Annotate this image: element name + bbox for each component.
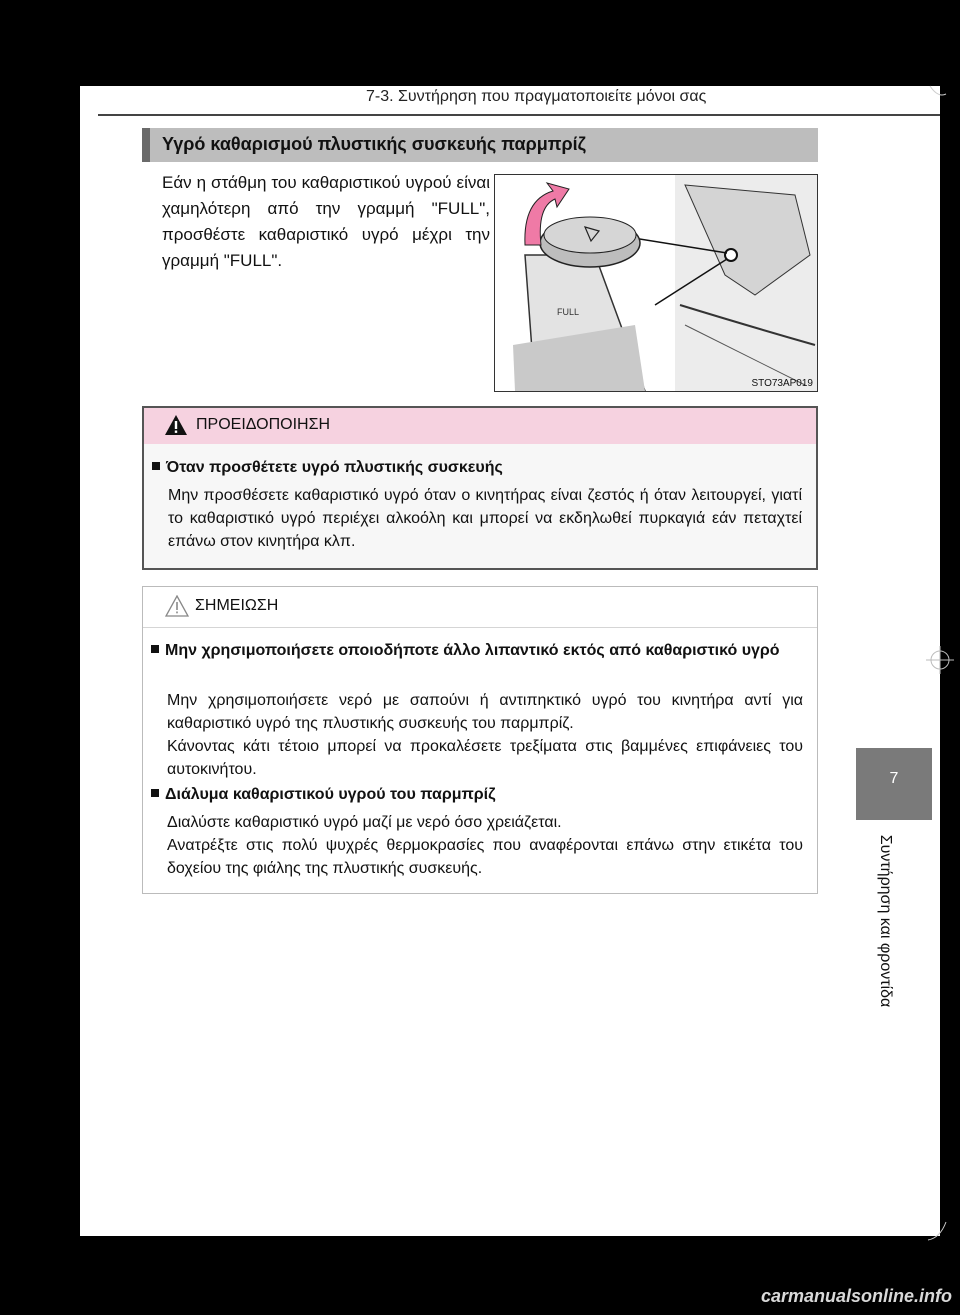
warning-item-text: Μην προσθέσετε καθαριστικό υγρό όταν ο κινητήρας είναι ζεστός ή όταν λειτουργεί, γιατί το καθαριστικό υγρό περιέχει αλκοόλη και μπορεί να εκδηλωθεί πυρκαγιά εάν πεταχτεί επάνω στον κινητήρα κλπ. [168, 487, 802, 550]
section-title-bar [142, 128, 818, 162]
warning-triangle-icon [164, 414, 188, 436]
warning-box [142, 406, 818, 570]
washer-fluid-illustration [494, 174, 818, 392]
chapter-side-label [872, 832, 892, 1018]
header-rule [98, 114, 940, 116]
note-divider [143, 627, 817, 628]
washer-tank-drawing [495, 175, 817, 391]
registration-mark-icon [928, 84, 948, 104]
chapter-tab [856, 748, 932, 820]
note-item1-title: Μην χρησιμοποιήσετε οποιοδήποτε άλλο λιπαντικό εκτός από καθαριστικό υγρό [151, 639, 811, 663]
note-box [142, 586, 818, 894]
note-item2-title: Διάλυμα καθαριστικού υγρού του παρμπρίζ [151, 783, 495, 807]
registration-mark-icon [926, 1218, 950, 1242]
warning-item-title: Όταν προσθέτετε υγρό πλυστικής συσκευής [152, 456, 503, 480]
warning-label: ΠΡΟΕΙΔΟΠΟΙΗΣΗ [196, 416, 331, 433]
chapter-label: Συντήρηση και φροντίδα [877, 834, 894, 1008]
intro-paragraph: Εάν η στάθμη του καθαριστικού υγρού είναι χαμηλότερη από την γραμμή "FULL", προσθέστε καθαριστικό υγρό μέχρι την γραμμή "FULL". [162, 173, 490, 270]
warning-header [144, 408, 816, 444]
note-label: ΣΗΜΕΙΩΣΗ [195, 597, 279, 614]
tank-cap-top [544, 217, 636, 253]
note-item2-text-a: Διαλύστε καθαριστικό υγρό μαζί με νερό όσο χρειάζεται. [167, 814, 562, 831]
chapter-number: 7 [889, 770, 899, 787]
registration-mark-icon [926, 646, 954, 674]
figure-code: STO73AP019 [751, 378, 813, 389]
watermark: carmanualsonline.info [760, 1286, 952, 1306]
manual-page [80, 86, 940, 1236]
caution-triangle-icon [165, 595, 189, 617]
note-item1-text-a: Μην χρησιμοποιήσετε νερό με σαπούνι ή αντιπηκτικό υγρό του κινητήρα αντί για καθαριστικό υγρό της πλυστικής συσκευής του παρμπρίζ. [167, 692, 803, 732]
note-item1-text-b: Κάνοντας κάτι τέτοιο μπορεί να προκαλέσετε τρεξίματα στις βαμμένες επιφάνειες του αυτοκινήτου. [167, 738, 803, 778]
full-mark-label: FULL [557, 307, 580, 317]
section-title: Υγρό καθαρισμού πλυστικής συσκευής παρμπρίζ [162, 134, 586, 154]
running-head: 7-3. Συντήρηση που πραγματοποιείτε μόνοι σας [366, 88, 707, 105]
note-item2-text-b: Ανατρέξτε στις πολύ ψυχρές θερμοκρασίες που αναφέρονται επάνω στην ετικέτα του δοχείου της φιάλης της πλυστικής συσκευής. [167, 837, 803, 877]
